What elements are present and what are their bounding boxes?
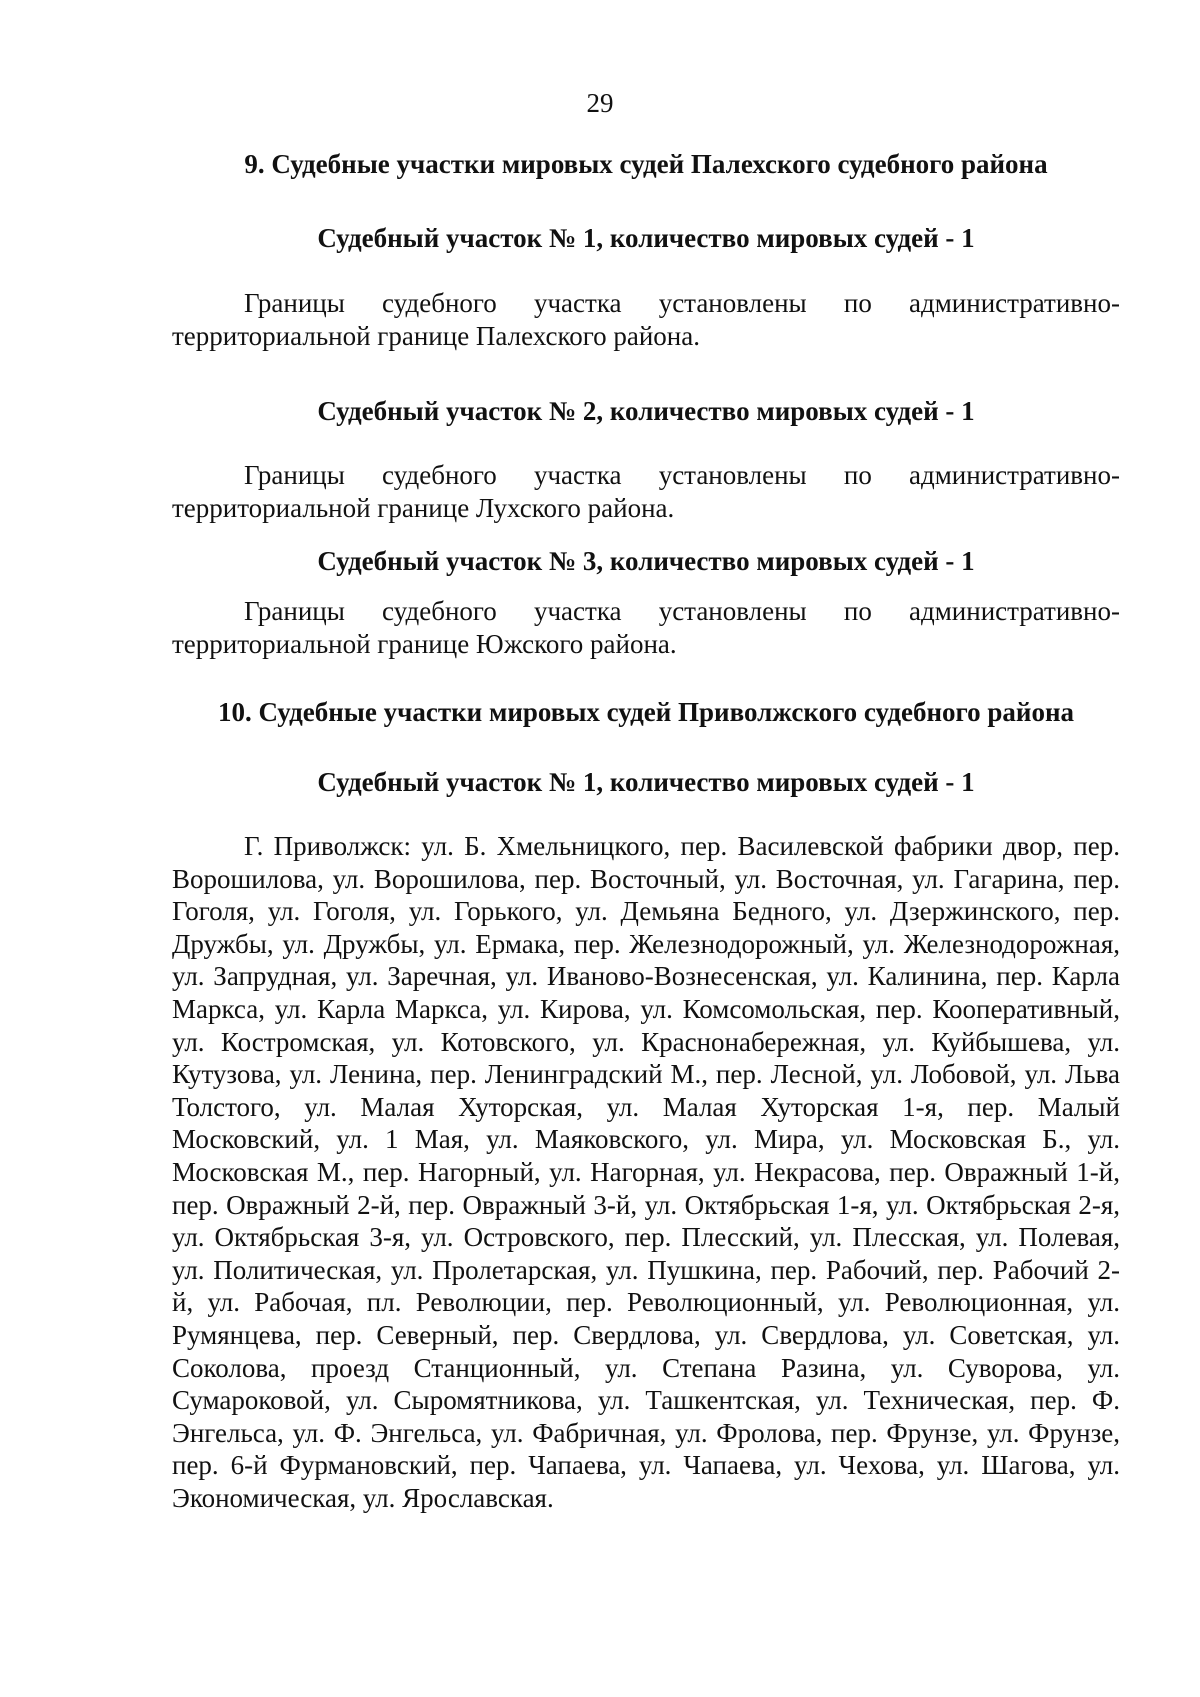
plot-text-palekh-3: Границы судебного участка установлены по административно-территориальной границе Южского района. bbox=[172, 596, 1120, 659]
plot-heading-palekh-1: Судебный участок № 1, количество мировых судей - 1 bbox=[317, 223, 975, 253]
plot-heading-palekh-2: Судебный участок № 2, количество мировых судей - 1 bbox=[317, 396, 975, 426]
plot-heading-privolzhsk-1: Судебный участок № 1, количество мировых судей - 1 bbox=[317, 767, 975, 797]
section-title-palekh: 9. Судебные участки мировых судей Палехского судебного района bbox=[244, 149, 1048, 179]
plot-text-palekh-2: Границы судебного участка установлены по административно-территориальной границе Лухского района. bbox=[172, 460, 1120, 523]
plot-heading-palekh-3: Судебный участок № 3, количество мировых судей - 1 bbox=[317, 546, 975, 576]
document-body bbox=[172, 148, 1120, 1514]
section-title-privolzhsk: 10. Судебные участки мировых судей Приволжского судебного района bbox=[217, 697, 1075, 727]
plot-text-privolzhsk-1: Г. Приволжск: ул. Б. Хмельницкого, пер. Василевской фабрики двор, пер. Ворошилова, ул. Ворошилова, пер. Восточный, ул. Восточная, ул. Гагарина, пер. Гоголя, ул. Гоголя, ул. Горького, ул. Демьяна Бедного, ул. Дзержинского, пер. Дружбы, ул. Дружбы, ул. Ермака, пер. Железнодорожный, ул. Железнодорожная, ул. Запрудная, ул. Заречная, ул. Иваново-Вознесенская, ул. Калинина, пер. Карла Маркса, ул. Карла Маркса, ул. Кирова, ул. Комсомольская, пер. Кооперативный, ул. Костромская, ул. Котовского, ул. Краснонабережная, ул. Куйбышева, ул. Кутузова, ул. Ленина, пер. Ленинградский М., пер. Лесной, ул. Лобовой, ул. Льва Толстого, ул. Малая Хуторская, ул. Малая Хуторская 1-я, пер. Малый Московский, ул. 1 Мая, ул. Маяковского, ул. Мира, ул. Московская Б., ул. Московская М., пер. Нагорный, ул. Нагорная, ул. Некрасова, пер. Овражный 1-й, пер. Овражный 2-й, пер. Овражный 3-й, ул. Октябрьская 1-я, ул. Октябрьская 2-я, ул. Октябрьская 3-я, ул. Островского, пер. Плесский, ул. Плесская, ул. Полевая, ул. Политическая, ул. Пролетарская, ул. Пушкина, пер. Рабочий, пер. Рабочий 2-й, ул. Рабочая, пл. Революции, пер. Революционный, ул. Революционная, ул. Румянцева, пер. Северный, пер. Свердлова, ул. Свердлова, ул. Советская, ул. Соколова, проезд Станционный, ул. Степана Разина, ул. Суворова, ул. Сумароковой, ул. Сыромятникова, ул. Ташкентская, ул. Техническая, пер. Ф. Энгельса, ул. Ф. Энгельса, ул. Фабричная, ул. Фролова, пер. Фрунзе, ул. Фрунзе, пер. 6-й Фурмановский, пер. Чапаева, ул. Чапаева, ул. Чехова, ул. Шагова, ул. Экономическая, ул. Ярославская. bbox=[172, 831, 1120, 1513]
page-number: 29 bbox=[586, 88, 614, 118]
plot-text-palekh-1: Границы судебного участка установлены по административно-территориальной границе Палехского района. bbox=[172, 288, 1120, 351]
